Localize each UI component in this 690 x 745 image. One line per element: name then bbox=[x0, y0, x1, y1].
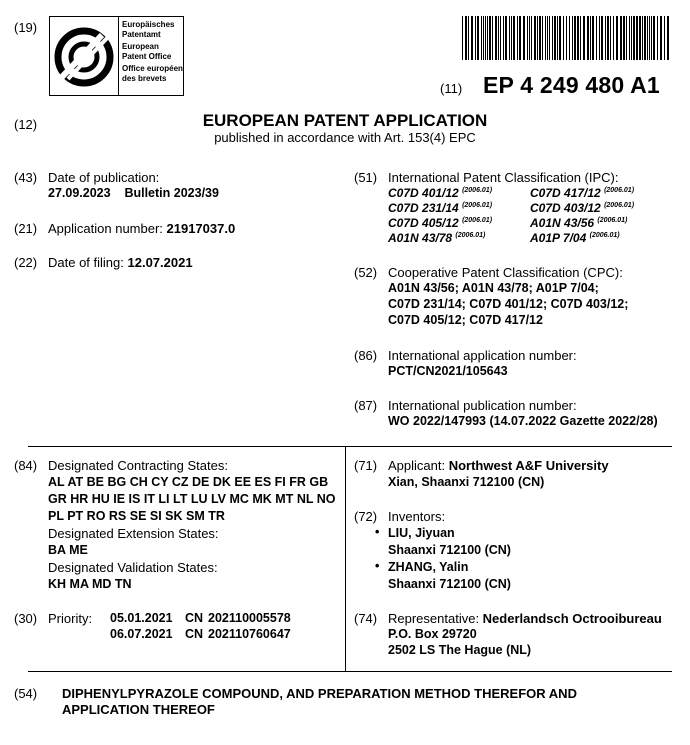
ipc-entry bbox=[388, 216, 492, 230]
filing-date-row bbox=[48, 255, 193, 270]
section-divider-top bbox=[28, 446, 672, 447]
priority-label: Priority: bbox=[48, 611, 93, 626]
application-number-row bbox=[48, 221, 235, 236]
representative-row bbox=[388, 611, 662, 626]
contracting-states-line: AL AT BE BG CH CY CZ DE DK EE ES FI FR GB bbox=[48, 475, 329, 489]
ipc-entry bbox=[388, 201, 492, 215]
intl-application-label: International application number: bbox=[388, 348, 577, 363]
cpc-line: C07D 231/14; C07D 401/12; C07D 403/12; bbox=[388, 297, 629, 311]
publication-number: EP 4 249 480 A1 bbox=[483, 72, 660, 98]
representative-name: Nederlandsch Octrooibureau bbox=[482, 611, 662, 626]
ipc-version: (2006.01) bbox=[604, 187, 635, 194]
column-divider bbox=[345, 446, 346, 671]
cpc-label: Cooperative Patent Classification (CPC): bbox=[388, 265, 623, 280]
ipc-code: C07D 231/14 bbox=[388, 201, 459, 215]
validation-states-label: Designated Validation States: bbox=[48, 560, 218, 575]
invention-title-line: DIPHENYLPYRAZOLE COMPOUND, AND PREPARATION METHOD THEREFOR AND bbox=[62, 686, 577, 701]
intl-publication-label: International publication number: bbox=[388, 398, 577, 413]
invention-title-line: APPLICATION THEREOF bbox=[62, 702, 215, 717]
document-type-subtitle: published in accordance with Art. 153(4) EPC bbox=[214, 130, 476, 145]
inventor-address: Shaanxi 712100 (CN) bbox=[388, 577, 511, 591]
inid-code-12: (12) bbox=[14, 117, 38, 132]
inid-code-54: (54) bbox=[14, 686, 38, 701]
ipc-entry bbox=[530, 216, 627, 230]
office-name-box bbox=[117, 16, 184, 96]
epo-logo-icon bbox=[50, 17, 118, 95]
ipc-version: (2006.01) bbox=[462, 202, 493, 209]
inid-code-84: (84) bbox=[14, 458, 38, 473]
ipc-entry bbox=[388, 186, 492, 200]
representative-address-line: P.O. Box 29720 bbox=[388, 627, 477, 641]
inventors-label: Inventors: bbox=[388, 509, 446, 524]
ipc-code: A01N 43/56 bbox=[530, 216, 595, 230]
priority-date: 06.07.2021 bbox=[110, 627, 173, 641]
extension-states-label: Designated Extension States: bbox=[48, 526, 219, 541]
inid-code-71: (71) bbox=[354, 458, 378, 473]
bullet-icon: • bbox=[375, 525, 380, 539]
ipc-label: International Patent Classification (IPC): bbox=[388, 170, 619, 185]
inventor-name: LIU, Jiyuan bbox=[388, 526, 455, 540]
ipc-version: (2006.01) bbox=[604, 202, 635, 209]
inid-code-52: (52) bbox=[354, 265, 378, 280]
inid-code-43: (43) bbox=[14, 170, 38, 185]
publication-date-label: Date of publication: bbox=[48, 170, 160, 185]
inid-code-30: (30) bbox=[14, 611, 38, 626]
epo-logo bbox=[49, 16, 119, 96]
application-number-label: Application number: bbox=[48, 221, 167, 236]
validation-states-value: KH MA MD TN bbox=[48, 577, 132, 591]
ipc-entry bbox=[388, 231, 485, 245]
applicant-row bbox=[388, 458, 609, 473]
inid-code-21: (21) bbox=[14, 221, 38, 236]
contracting-states-line: PL PT RO RS SE SI SK SM TR bbox=[48, 509, 225, 523]
ipc-code: C07D 405/12 bbox=[388, 216, 459, 230]
document-type-title: EUROPEAN PATENT APPLICATION bbox=[202, 111, 488, 130]
office-name-en-1: European bbox=[122, 42, 159, 51]
ipc-version: (2006.01) bbox=[589, 232, 620, 239]
inid-code-11: (11) bbox=[440, 81, 463, 96]
office-name-fr-2: des brevets bbox=[122, 73, 167, 83]
intl-application-value: PCT/CN2021/105643 bbox=[388, 364, 508, 378]
filing-date-value: 12.07.2021 bbox=[127, 255, 193, 270]
cpc-line: C07D 405/12; C07D 417/12 bbox=[388, 313, 543, 327]
office-name-de-2: Patentamt bbox=[122, 29, 161, 39]
inventor-name: ZHANG, Yalin bbox=[388, 560, 469, 574]
priority-number: 202110005578 bbox=[208, 611, 291, 625]
invention-title bbox=[62, 686, 577, 718]
extension-states-value: BA ME bbox=[48, 543, 88, 557]
ipc-code: C07D 401/12 bbox=[388, 186, 459, 200]
applicant-label: Applicant: bbox=[388, 458, 449, 473]
contracting-states-label: Designated Contracting States: bbox=[48, 458, 228, 473]
cpc-codes bbox=[388, 281, 628, 328]
inid-code-87: (87) bbox=[354, 398, 378, 413]
inid-code-22: (22) bbox=[14, 255, 38, 270]
office-name-fr-1: Office européen bbox=[122, 64, 183, 73]
inid-code-86: (86) bbox=[354, 348, 378, 363]
priority-country: CN bbox=[185, 611, 204, 625]
application-number-value: 21917037.0 bbox=[166, 221, 236, 236]
representative-label: Representative: bbox=[388, 611, 483, 626]
inid-code-51: (51) bbox=[354, 170, 378, 185]
priority-number: 202110760647 bbox=[208, 627, 291, 641]
priority-date: 05.01.2021 bbox=[110, 611, 173, 625]
section-divider-bottom bbox=[28, 671, 672, 672]
ipc-entry bbox=[530, 186, 634, 200]
ipc-version: (2006.01) bbox=[462, 187, 493, 194]
inventor-address: Shaanxi 712100 (CN) bbox=[388, 543, 511, 557]
publication-date-value: 27.09.2023 Bulletin 2023/39 bbox=[48, 186, 219, 200]
ipc-entry bbox=[530, 201, 634, 215]
priority-country: CN bbox=[185, 627, 204, 641]
ipc-version: (2006.01) bbox=[462, 217, 493, 224]
contracting-states-list bbox=[48, 475, 335, 524]
contracting-states-line: GR HR HU IE IS IT LI LT LU LV MC MK MT NL NO bbox=[48, 492, 336, 506]
intl-publication-value: WO 2022/147993 (14.07.2022 Gazette 2022/28) bbox=[388, 414, 658, 428]
cpc-line: A01N 43/56; A01N 43/78; A01P 7/04; bbox=[388, 281, 599, 295]
inid-code-19: (19) bbox=[14, 20, 38, 35]
ipc-code: C07D 417/12 bbox=[530, 186, 601, 200]
inid-code-74: (74) bbox=[354, 611, 378, 626]
ipc-version: (2006.01) bbox=[597, 217, 628, 224]
bullet-icon: • bbox=[375, 559, 380, 573]
ipc-entry bbox=[530, 231, 620, 245]
representative-address-line: 2502 LS The Hague (NL) bbox=[388, 643, 532, 657]
applicant-name: Northwest A&F University bbox=[448, 458, 609, 473]
filing-date-label: Date of filing: bbox=[48, 255, 128, 270]
ipc-code: A01P 7/04 bbox=[530, 231, 587, 245]
inid-code-72: (72) bbox=[354, 509, 378, 524]
office-name-en-2: Patent Office bbox=[122, 51, 172, 61]
applicant-address: Xian, Shaanxi 712100 (CN) bbox=[388, 475, 545, 489]
ipc-code: C07D 403/12 bbox=[530, 201, 601, 215]
ipc-version: (2006.01) bbox=[455, 232, 486, 239]
barcode-icon bbox=[462, 16, 672, 60]
ipc-code: A01N 43/78 bbox=[388, 231, 453, 245]
office-name-de-1: Europäisches bbox=[122, 20, 175, 29]
